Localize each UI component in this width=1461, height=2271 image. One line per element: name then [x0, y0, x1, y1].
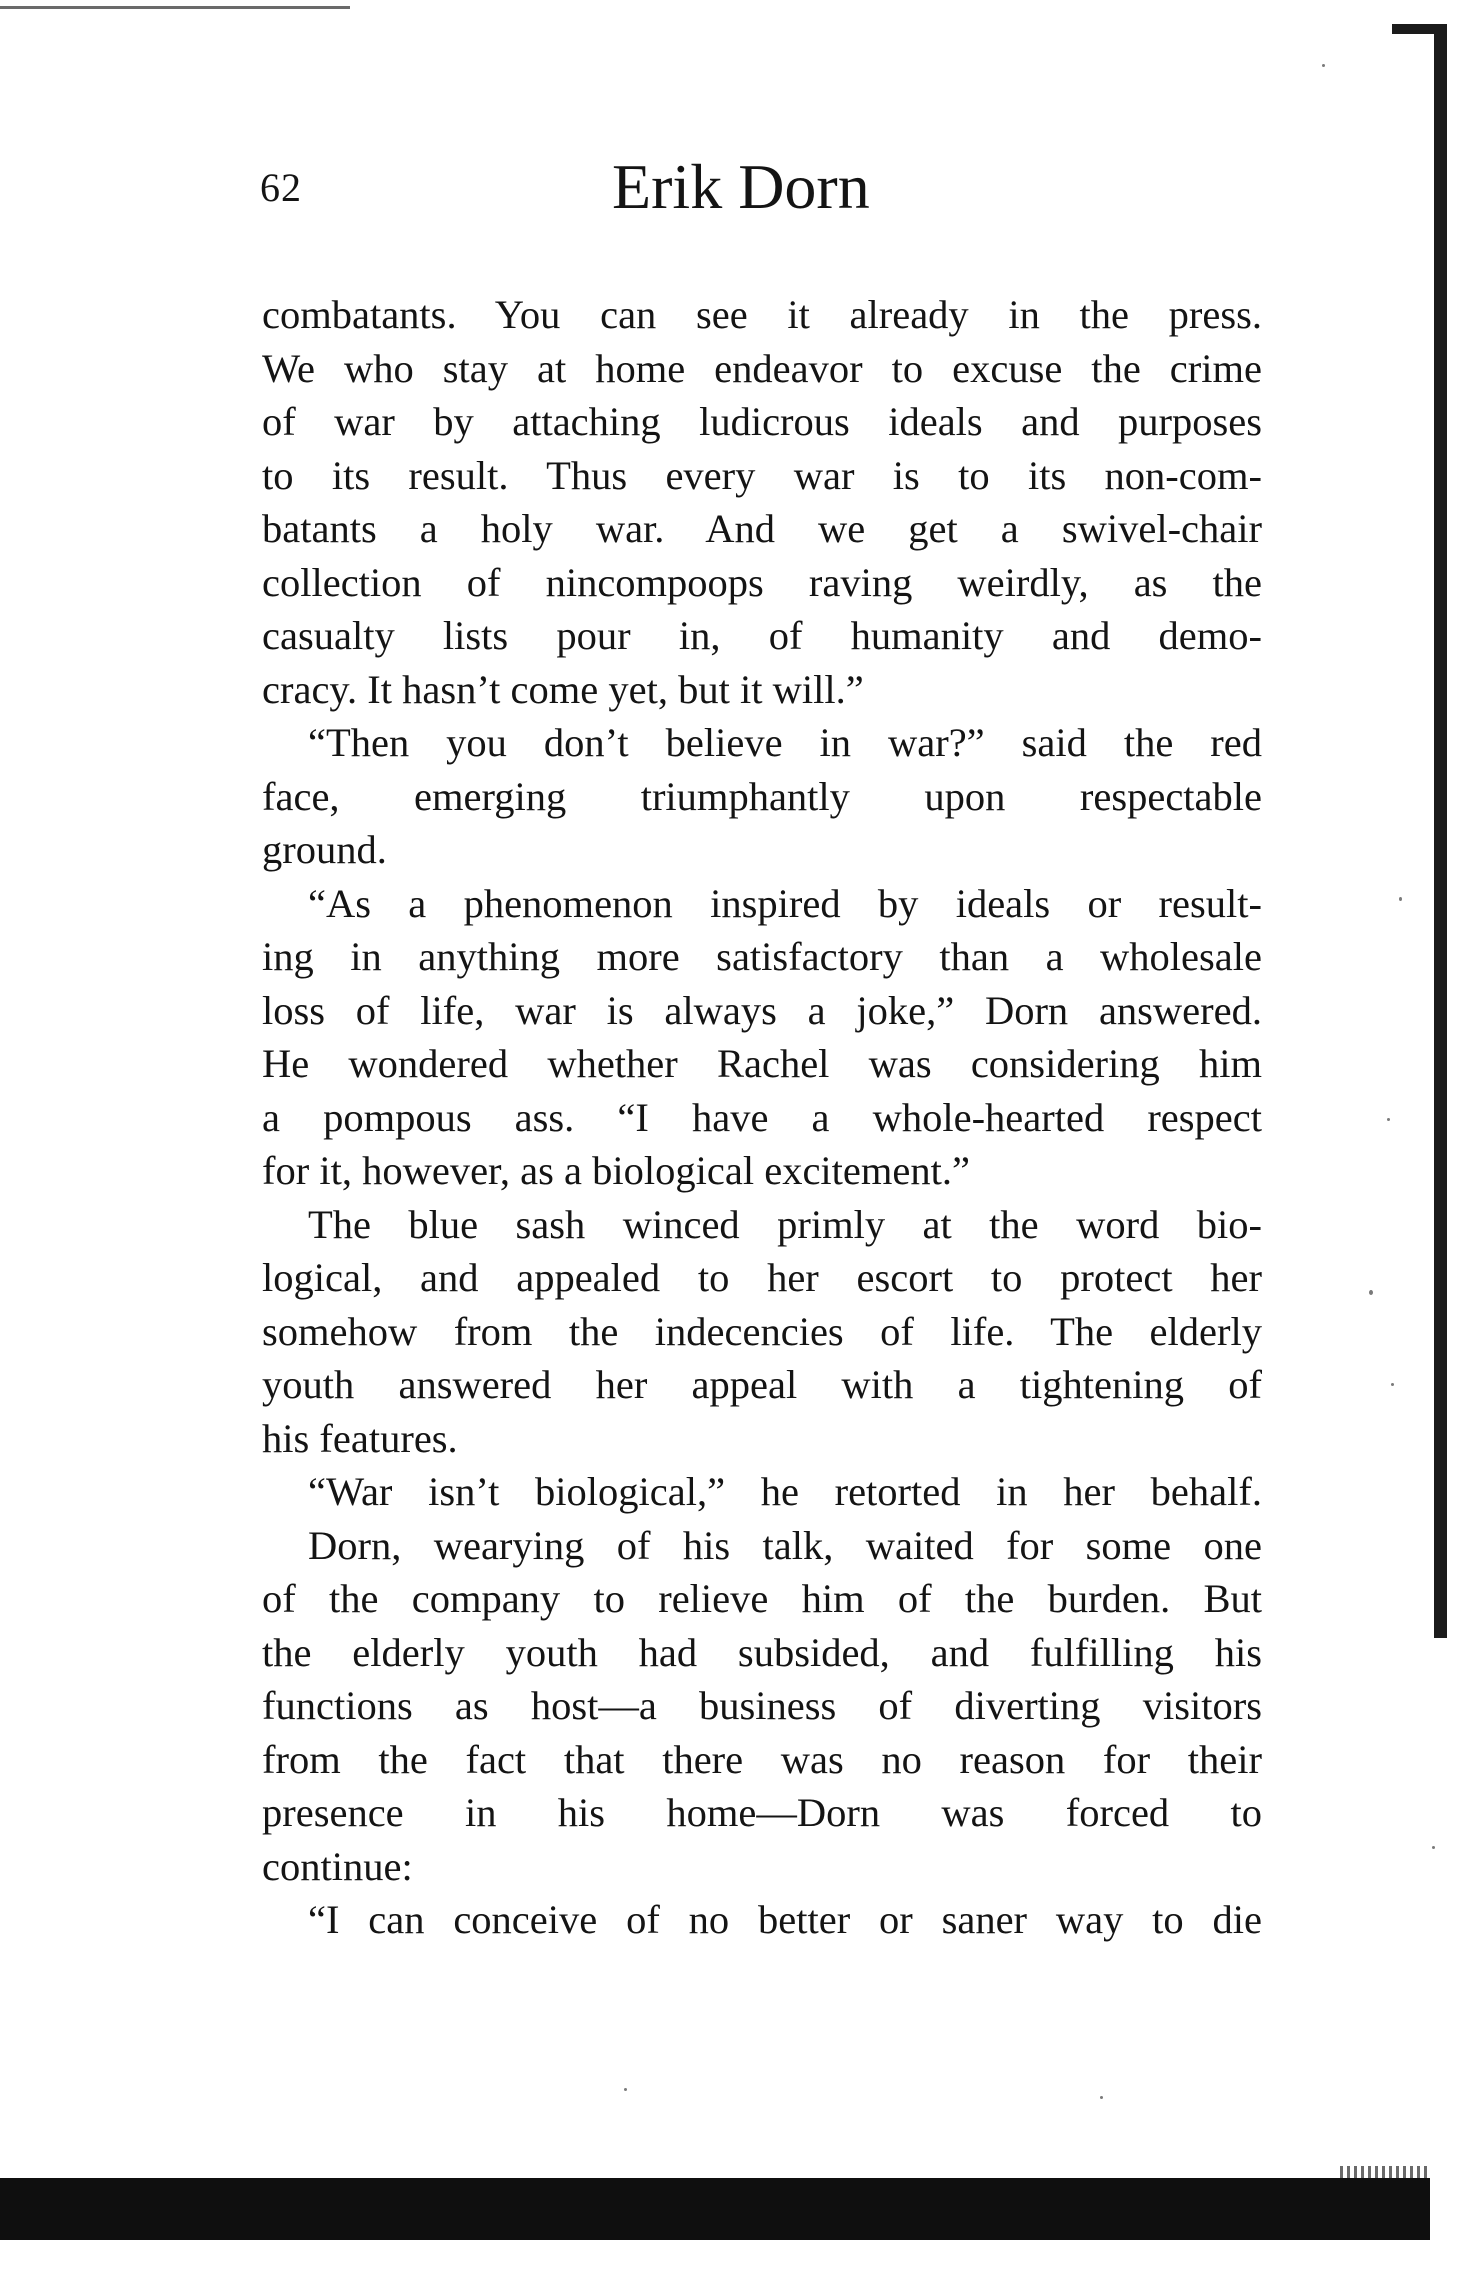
text-line: loss of life, war is always a joke,” Dorn answered. [262, 987, 1262, 1033]
text-line: his features. [262, 1415, 458, 1461]
text-line: cracy. It hasn’t come yet, but it will.” [262, 666, 864, 712]
scan-speck [1369, 1290, 1373, 1295]
text-line: “I can conceive of no better or saner way to die [308, 1897, 1262, 1942]
text-line: “Then you don’t believe in war?” said the red [308, 720, 1262, 765]
running-title: Erik Dorn [612, 151, 870, 222]
text-line: We who stay at home endeavor to excuse the crime [262, 345, 1262, 391]
scan-edge-right [1434, 28, 1447, 1638]
text-line: collection of nincompoops raving weirdly, as the [262, 559, 1262, 605]
text-line: of the company to relieve him of the burden. But [262, 1576, 1262, 1621]
text-line: a pompous ass. “I have a whole-hearted respect [262, 1094, 1262, 1140]
text-line: Dorn, wearying of his talk, waited for some one [308, 1522, 1262, 1568]
text-line: for it, however, as a biological excitement.” [262, 1148, 970, 1193]
scan-speck [1322, 64, 1325, 67]
scan-edge-top [0, 6, 350, 9]
text-line: the elderly youth had subsided, and fulfilling his [262, 1629, 1262, 1675]
text-line: continue: [262, 1843, 413, 1889]
text-line: casualty lists pour in, of humanity and demo- [262, 613, 1262, 658]
text-line: from the fact that there was no reason for their [262, 1736, 1262, 1782]
page-header [260, 150, 1260, 240]
scan-speck [1399, 897, 1402, 901]
text-line: “As a phenomenon inspired by ideals or result- [308, 880, 1262, 926]
text-line: face, emerging triumphantly upon respectable [262, 773, 1262, 819]
text-line: to its result. Thus every war is to its non-com- [262, 452, 1262, 498]
text-line: The blue sash winced primly at the word bio- [308, 1201, 1262, 1247]
text-line: batants a holy war. And we get a swivel-chair [262, 506, 1262, 551]
scan-speck [1391, 1383, 1394, 1386]
text-line: somehow from the indecencies of life. The elderly [262, 1308, 1262, 1354]
text-line: combatants. You can see it already in the press. [262, 292, 1262, 337]
text-line: logical, and appealed to her escort to protect her [262, 1255, 1262, 1300]
text-line: of war by attaching ludicrous ideals and purposes [262, 399, 1262, 444]
scan-speck [1432, 1846, 1435, 1849]
text-line: He wondered whether Rachel was considering him [262, 1041, 1262, 1086]
scan-speck [1100, 2096, 1103, 2099]
page-number: 62 [260, 165, 302, 210]
text-line: “War isn’t biological,” he retorted in her behalf. [308, 1469, 1262, 1514]
text-line: functions as host—a business of diverting visitors [262, 1683, 1262, 1728]
text-line: presence in his home—Dorn was forced to [262, 1790, 1262, 1835]
text-line: ground. [262, 827, 387, 872]
body-text [262, 288, 1262, 1947]
text-line: ing in anything more satisfactory than a wholesale [262, 934, 1262, 979]
scan-speck [624, 2088, 627, 2091]
text-line: youth answered her appeal with a tightening of [262, 1362, 1262, 1407]
scan-speck [1387, 1118, 1390, 1121]
scan-edge-bottom [0, 2178, 1430, 2240]
